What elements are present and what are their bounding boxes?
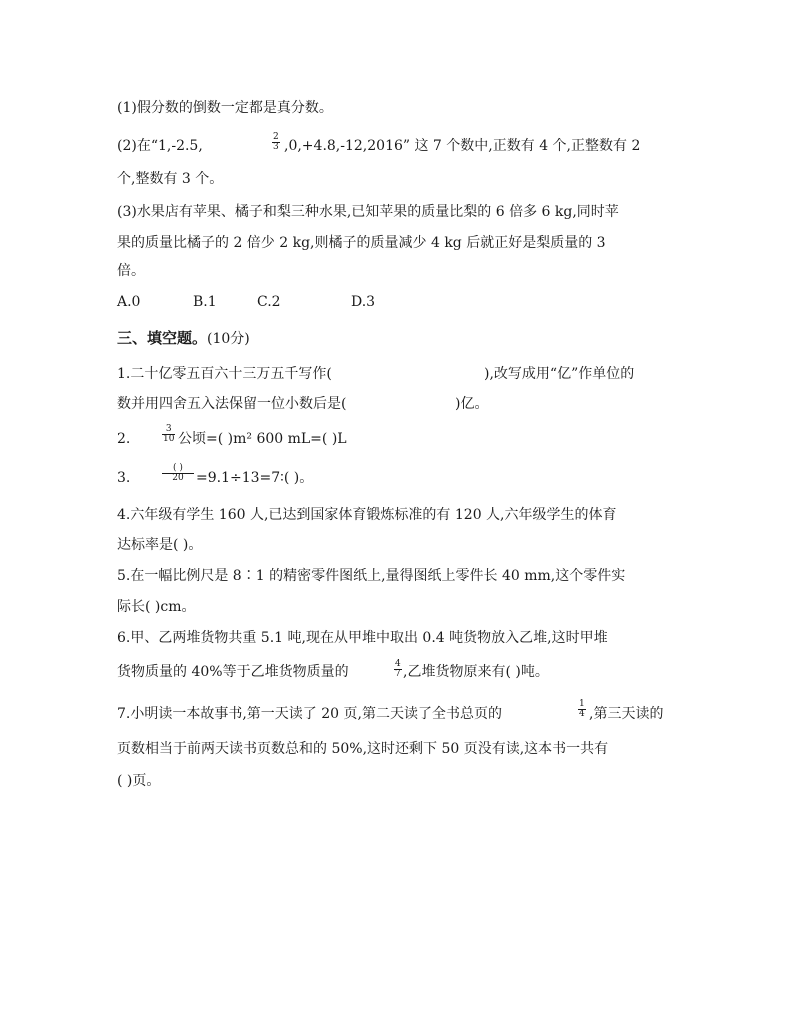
choice-d[interactable]: D.3 [351, 294, 376, 310]
fraction-numerator: 3 [165, 424, 172, 434]
fill-q1-line2-a: 数并用四舍五入法保留一位小数后是( [117, 396, 347, 412]
fill-q4-line1: 4.六年级有学生 160 人,已达到国家体育锻炼标准的有 120 人,六年级学生的体育 [117, 507, 617, 523]
choice-b[interactable]: B.1 [193, 294, 217, 310]
section-points: (10分) [207, 331, 250, 347]
fill-q4-line2: 达标率是( )。 [117, 537, 203, 553]
fraction-numerator: 2 [273, 132, 279, 142]
fill-q7-line3: ( )页。 [117, 773, 161, 789]
judgment-q3-line2: 果的质量比橘子的 2 倍少 2 kg,则橘子的质量减少 4 kg 后就正好是梨质量的 3 [117, 235, 606, 251]
fraction-numerator: ( ) [173, 463, 183, 473]
section-heading [117, 328, 250, 349]
judgment-q2-line2: 个,整数有 3 个。 [117, 171, 224, 187]
fill-q1-line1-a: 1.二十亿零五百六十三万五千写作( [117, 366, 332, 382]
fill-q5-line2: 际长( )cm。 [117, 599, 196, 615]
fill-q6-line2-a: 货物质量的 40%等于乙堆货物质量的 [117, 664, 349, 680]
choice-c[interactable]: C.2 [257, 294, 281, 310]
judgment-q1: (1)假分数的倒数一定都是真分数。 [117, 100, 333, 116]
fraction-denominator: 7 [395, 669, 401, 679]
fill-q3-text: =9.1÷13=7∶( )。 [196, 470, 314, 486]
fraction-numerator: 1 [579, 699, 585, 709]
fill-q7-line2: 页数相当于前两天读书页数总和的 50%,这时还剩下 50 页没有读,这本书一共有 [117, 741, 609, 757]
choice-a[interactable]: A.0 [117, 294, 141, 310]
judgment-q2-part1: (2)在“1,-2.5, [117, 138, 203, 154]
fill-q2-label: 2. [117, 431, 131, 447]
judgment-q2-part2: ,0,+4.8,-12,2016” 这 7 个数中,正数有 4 个,正整数有 2 [284, 138, 641, 154]
fraction-numerator: 4 [395, 659, 401, 669]
fill-q5-line1: 5.在一幅比例尺是 8∶1 的精密零件图纸上,量得图纸上零件长 40 mm,这个零件实 [117, 568, 626, 584]
judgment-q3-line3: 倍。 [117, 263, 145, 279]
fraction-denominator: 4 [579, 709, 585, 719]
fill-q3-fraction [162, 464, 194, 483]
judgment-q3-line1: (3)水果店有苹果、橘子和梨三种水果,已知苹果的质量比梨的 6 倍多 6 kg,同时苹 [117, 204, 619, 220]
fill-q2-fraction [162, 425, 175, 444]
judgment-q2-fraction [272, 133, 280, 152]
fill-q7-line1-b: ,第三天读的 [589, 706, 664, 722]
fraction-denominator: 20 [172, 473, 184, 483]
fill-q1-line1-b: ),改写成用“亿”作单位的 [484, 366, 635, 382]
fill-q6-line2-b: ,乙堆货物原来有( )吨。 [403, 664, 549, 680]
fill-q7-fraction [578, 700, 586, 719]
fill-q2-text: 公顷=( )m² 600 mL=( )L [178, 431, 347, 447]
section-title: 三、填空题。 [117, 329, 208, 347]
fraction-denominator: 10 [163, 434, 175, 444]
fill-q3-label: 3. [117, 470, 131, 486]
fraction-denominator: 3 [273, 142, 279, 152]
fill-q6-fraction [394, 660, 402, 679]
fill-q7-line1-a: 7.小明读一本故事书,第一天读了 20 页,第二天读了全书总页的 [117, 706, 502, 722]
fill-q1-line2-b: )亿。 [455, 396, 489, 412]
fill-q6-line1: 6.甲、乙两堆货物共重 5.1 吨,现在从甲堆中取出 0.4 吨货物放入乙堆,这时甲堆 [117, 630, 608, 646]
